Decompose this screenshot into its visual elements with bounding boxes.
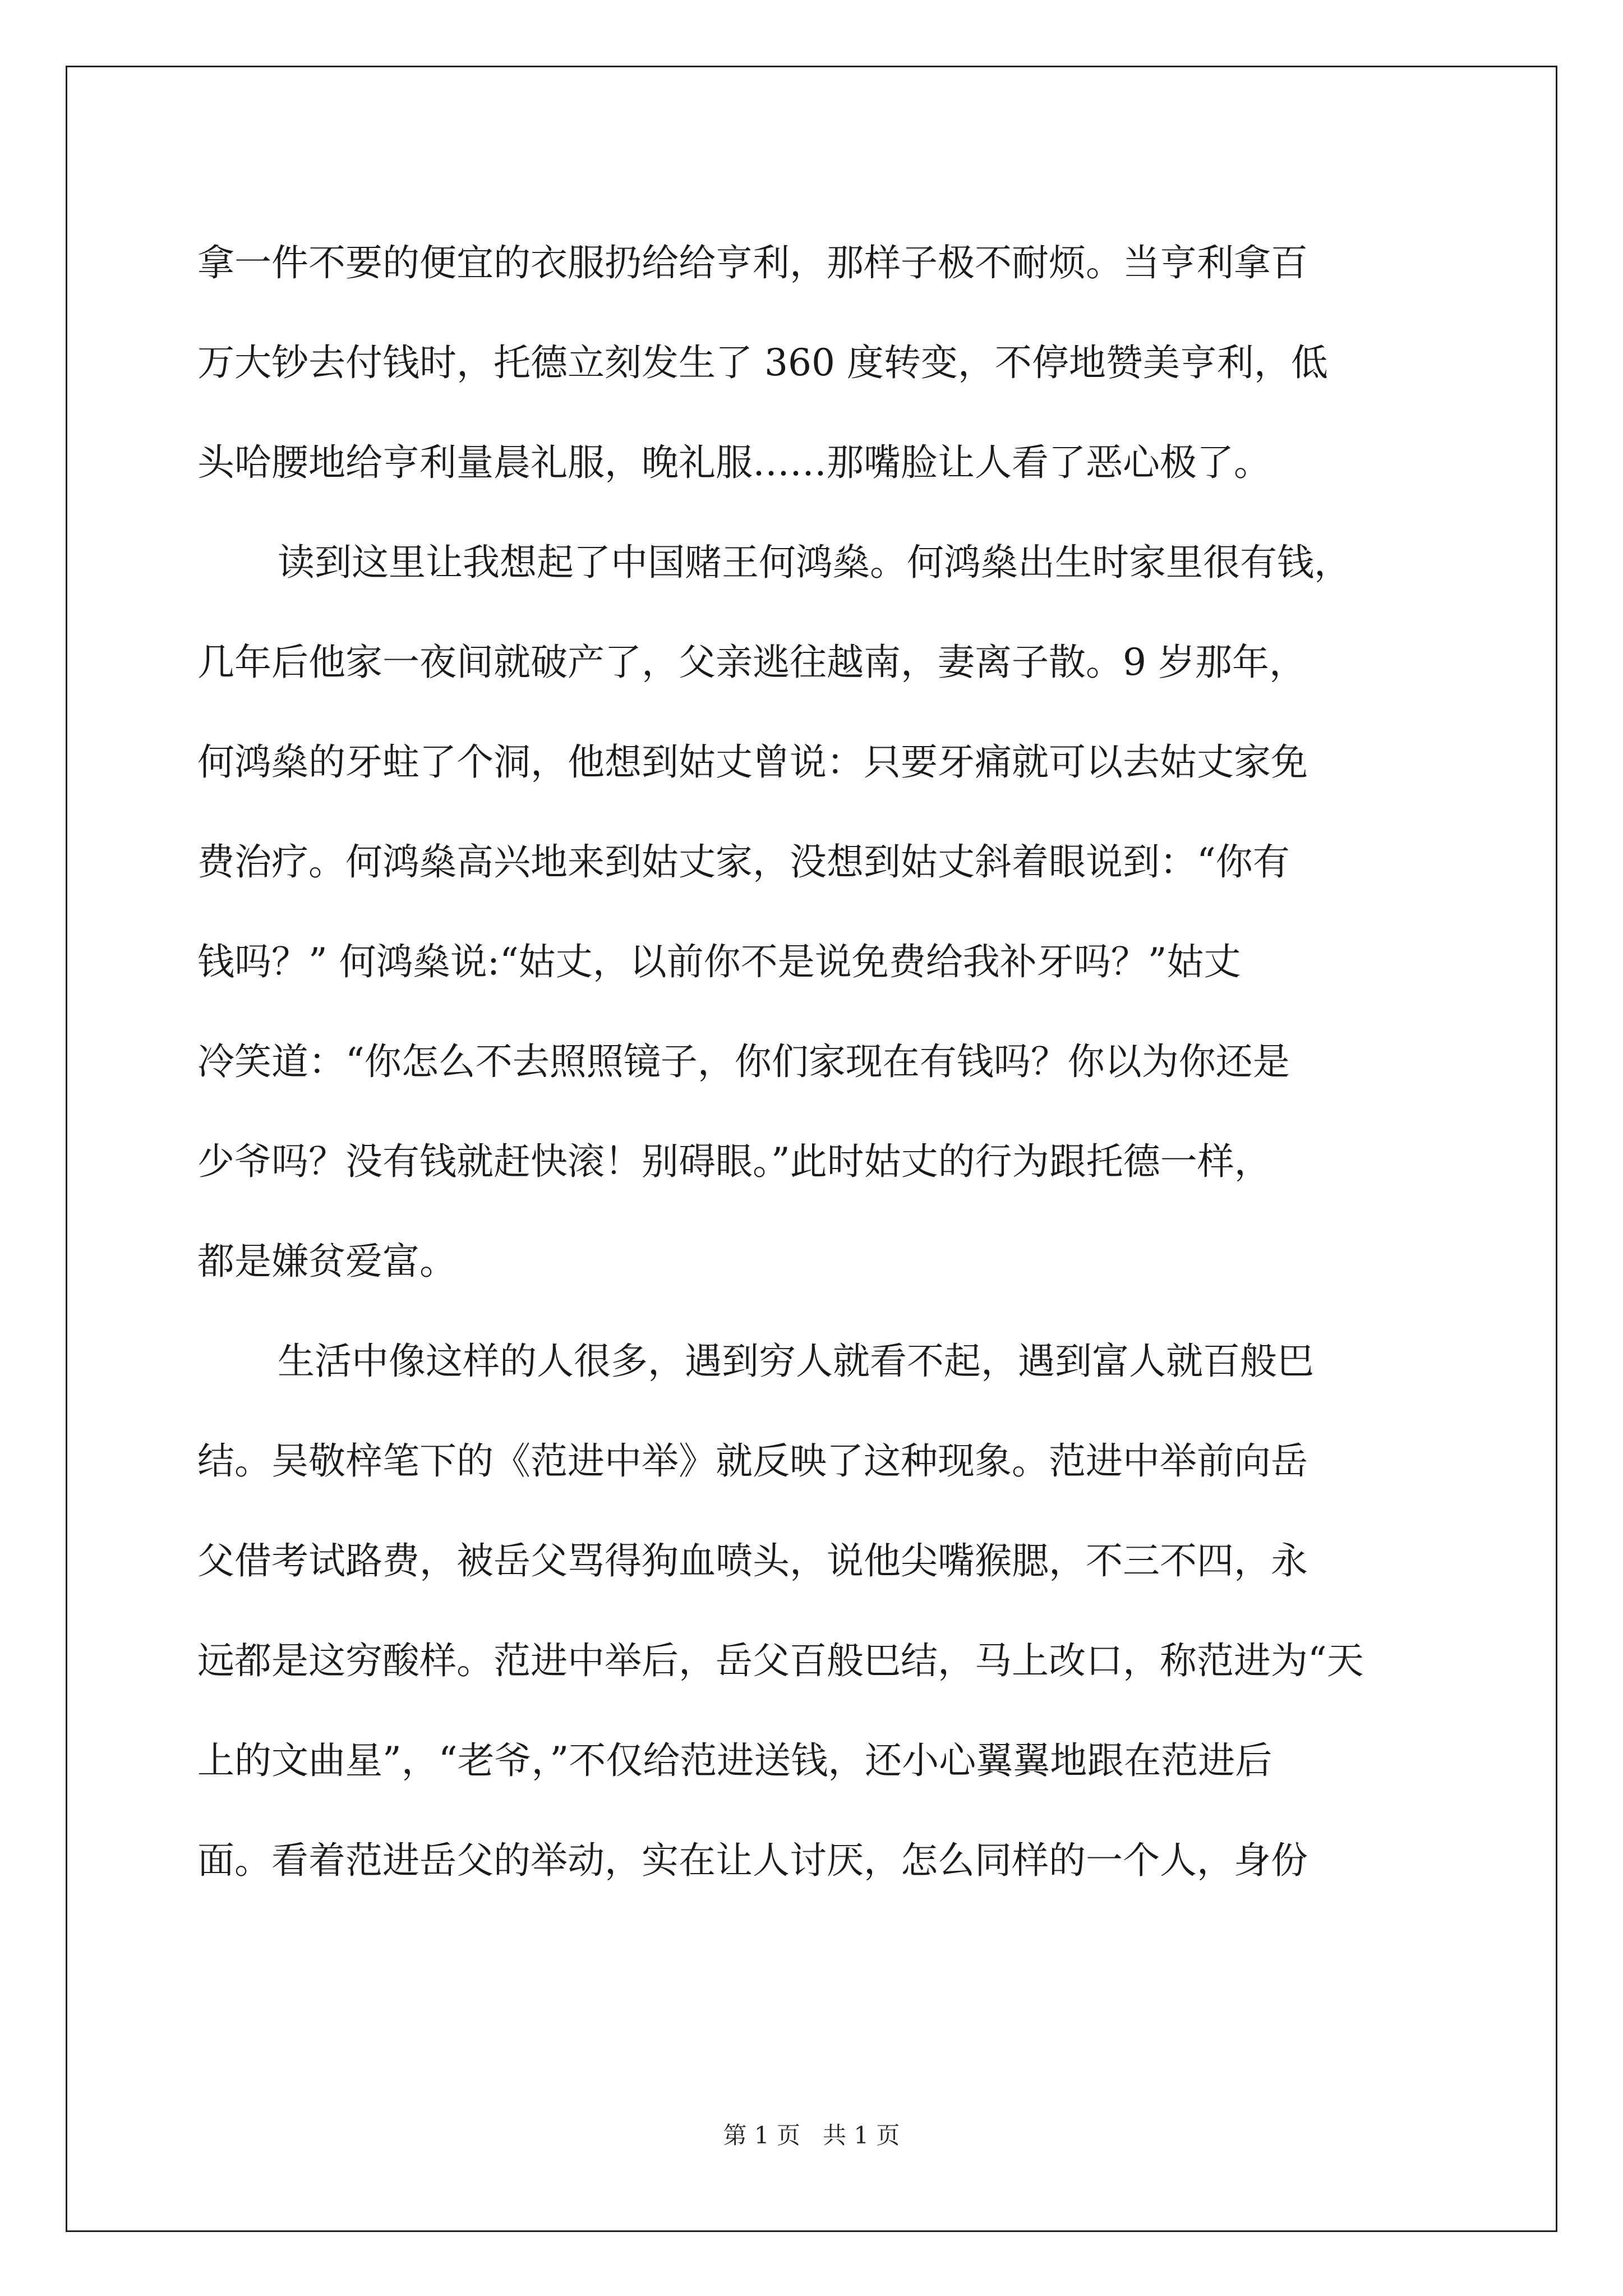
text-line: 几年后他家一夜间就破产了，父亲逃往越南，妻离子散。9 岁那年， <box>197 641 1306 684</box>
page-number: 第 1 页 <box>723 2122 800 2149</box>
text-line: 钱吗？” 何鸿燊说:“姑丈，以前你不是说免费给我补牙吗？”姑丈 <box>197 940 1241 983</box>
text-line: 冷笑道：“你怎么不去照照镜子，你们家现在有钱吗？你以为你还是 <box>197 1040 1290 1083</box>
paragraph-start-line: 读到这里让我想起了中国赌王何鸿燊。何鸿燊出生时家里很有钱， <box>278 541 1351 584</box>
text-line: 费治疗。何鸿燊高兴地来到姑丈家，没想到姑丈斜着眼说到：“你有 <box>197 840 1290 884</box>
text-line: 少爷吗？没有钱就赶快滚！别碍眼。”此时姑丈的行为跟托德一样， <box>197 1140 1271 1183</box>
text-line: 上的文曲星”，“老爷，”不仅给范进送钱，还小心翼翼地跟在范进后 <box>197 1739 1272 1782</box>
text-line: 都是嫌贫爱富。 <box>197 1240 457 1283</box>
text-line: 面。看着范进岳父的举动，实在让人讨厌，怎么同样的一个人，身份 <box>197 1839 1308 1882</box>
page-total: 共 1 页 <box>823 2122 900 2149</box>
text-line: 拿一件不要的便宜的衣服扔给给亨利，那样子极不耐烦。当亨利拿百 <box>197 241 1308 284</box>
document-body <box>197 213 1440 1911</box>
text-line: 何鸿燊的牙蛀了个洞，他想到姑丈曾说：只要牙痛就可以去姑丈家免 <box>197 740 1308 784</box>
text-line: 远都是这穷酸样。范进中举后，岳父百般巴结，马上改口，称范进为“天 <box>197 1639 1364 1682</box>
page-footer <box>0 2117 1623 2151</box>
text-line: 父借考试路费，被岳父骂得狗血喷头，说他尖嘴猴腮，不三不四，永 <box>197 1539 1308 1582</box>
paragraph-start-line: 生活中像这样的人很多，遇到穷人就看不起，遇到富人就百般巴 <box>278 1340 1314 1383</box>
text-line: 结。吴敬梓笔下的《范进中举》就反映了这种现象。范进中举前向岳 <box>197 1439 1308 1483</box>
text-line: 头哈腰地给亨利量晨礼服，晚礼服……那嘴脸让人看了恶心极了。 <box>197 441 1271 484</box>
text-line: 万大钞去付钱时，托德立刻发生了 360 度转变，不停地赞美亨利，低 <box>197 341 1328 384</box>
